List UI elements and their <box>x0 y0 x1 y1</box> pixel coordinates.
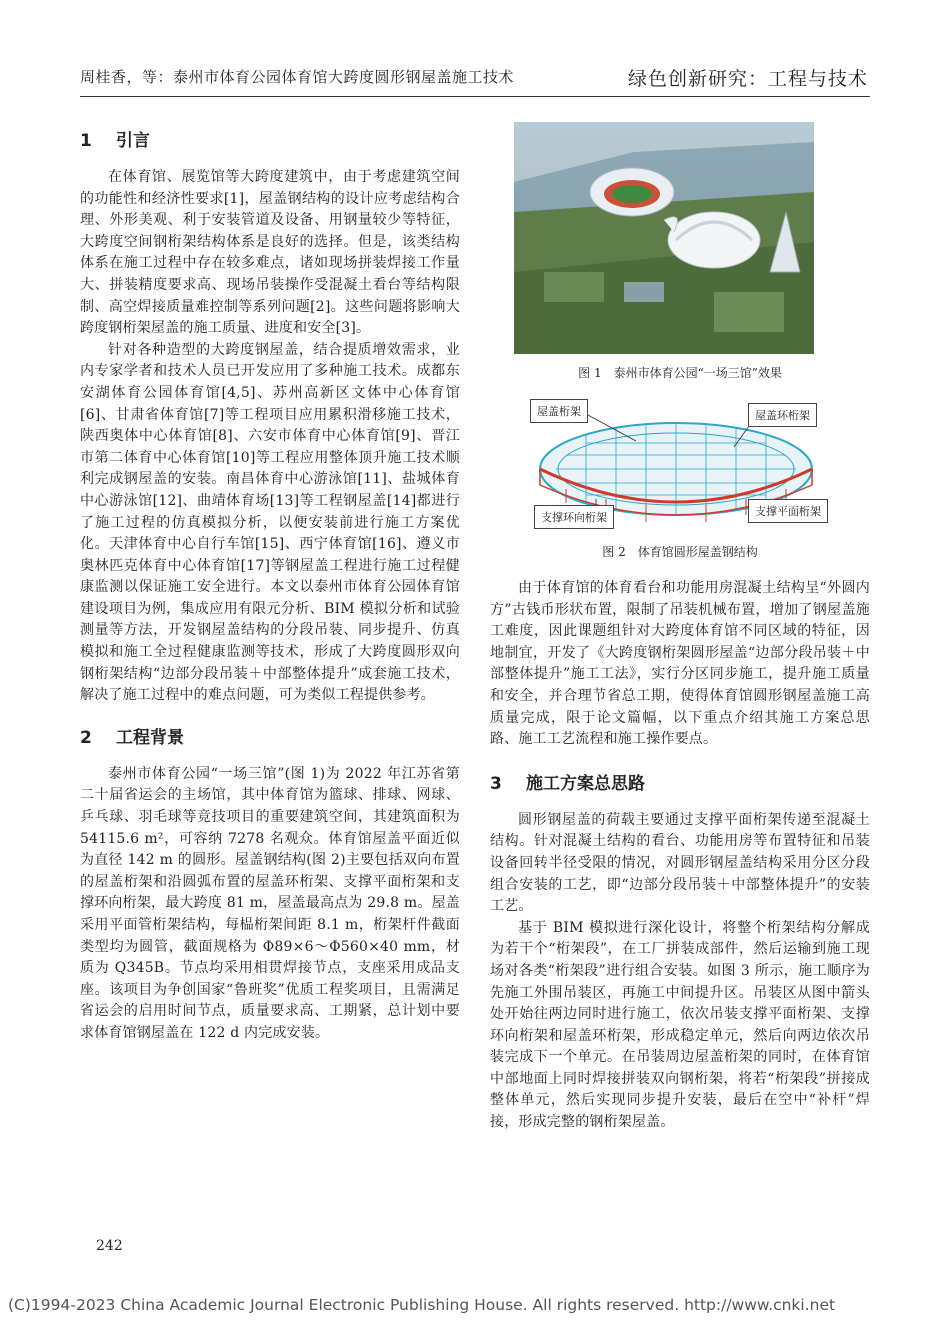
stadium-rendering-image <box>514 122 814 354</box>
header-rule <box>80 96 870 97</box>
label-support-ring-truss: 支撑环向桁架 <box>534 505 614 529</box>
paragraph: 泰州市体育公园“一场三馆”(图 1)为 2022 年江苏省第二十届省运会的主场馆，其中体育馆为篮球、排球、网球、乒乓球、羽毛球等竞技项目的重要建筑空间，其建筑面积为 54115.6 m²，可容纳 7278 名观众。体育馆屋盖平面近似为直径 142 m 的圆形。屋盖钢结构(图 2)主要包括双向布置的屋盖桁架和沿圆弧布置的屋盖环桁架、支撑平面桁架和支撑环向桁架，最大跨度 81 m，屋盖最高点为 29.8 m。屋盖采用平面管桁架结构，每榀桁架间距 8.1 m，桁架杆件截面类型均为圆管，截面规格为 Φ89×6～Φ560×40 mm，材质为 Q345B。节点均采用相贯焊接节点，支座采用成品支座。该项目为争创国家“鲁班奖”优质工程奖项目，且需满足省运会的启用时间节点，质量要求高、工期紧，总计划中要求体育馆钢屋盖在 122 d 内完成安装。 <box>80 765 460 1041</box>
figure-2-caption: 图 2 体育馆圆形屋盖钢结构 <box>602 545 758 559</box>
label-roof-ring-truss: 屋盖环桁架 <box>748 403 817 427</box>
paragraph: 由于体育馆的体育看台和功能用房混凝土结构呈“外圆内方”古钱币形状布置，限制了吊装机械布置，增加了钢屋盖施工难度，因此课题组针对大跨度体育馆不同区域的特征，因地制宜，开发了《大跨度钢桁架圆形屋盖“边部分段吊装＋中部整体提升”施工工法》，实行分区同步施工，提升施工质量和安全，并合理节省总工期，使得体育馆圆形钢屋盖施工高质量完成，限于论文篇幅，以下重点介绍其施工方案总思路、施工工艺流程和施工操作要点。 <box>490 580 870 748</box>
figure-1-rendering <box>514 122 814 354</box>
label-support-plane-truss: 支撑平面桁架 <box>748 499 828 523</box>
label-roof-truss: 屋盖桁架 <box>530 399 588 423</box>
right-column <box>490 118 870 1134</box>
section-heading-3: 3 施工方案总思路 <box>490 773 645 794</box>
figure-2-steel-structure <box>526 395 826 533</box>
paragraph: 圆形钢屋盖的荷载主要通过支撑平面桁架传递至混凝土结构。针对混凝土结构的看台、功能用房等布置特征和吊装设备回转半径受限的情况，对圆形钢屋盖结构采用分区分段组合安装的工艺，即“边部分段吊装＋中部整体提升”的安装工艺。 <box>490 811 870 915</box>
page-number: 242 <box>96 1238 123 1254</box>
copyright-footer: (C)1994-2023 China Academic Journal Electronic Publishing House. All rights reserved. http://www.cnki.net <box>8 1296 836 1314</box>
paragraph: 基于 BIM 模拟进行深化设计，将整个桁架结构分解成为若干个“桁架段”，在工厂拼装成部件，然后运输到施工现场对各类“桁架段”进行组合安装。如图 3 所示，施工顺序为先施工外围吊装区，再施工中间提升区。吊装区从图中箭头处开始往两边同时进行施工，依次吊装支撑平面桁架、支撑环向桁架和屋盖环桁架，形成稳定单元，然后向两边依次吊装完成下一个单元。在吊装周边屋盖桁架的同时，在体育馆中部地面上同时焊接拼装双向钢桁架，将若“桁架段”拼接成整体单元，然后实现同步提升安装，最后在空中“补杆”焊接，形成完整的钢桁架屋盖。 <box>490 919 870 1131</box>
figure-1-caption: 图 1 泰州市体育公园“一场三馆”效果 <box>578 366 782 380</box>
running-header-left: 周桂香，等：泰州市体育公园体育馆大跨度圆形钢屋盖施工技术 <box>80 68 515 86</box>
paragraph: 针对各种造型的大跨度钢屋盖，结合提质增效需求，业内专家学者和技术人员已开发应用了多种施工技术。成都东安湖体育公园体育馆[4,5]、苏州高新区文体中心体育馆[6]、甘肃省体育馆[7]等工程项目应用累积滑移施工技术，陕西奥体中心体育馆[8]、六安市体育中心体育馆[9]、晋江市第二体育中心体育馆[10]等工程应用整体顶升施工技术顺利完成钢屋盖的安装。南昌体育中心游泳馆[11]、盐城体育中心游泳馆[12]、曲靖体育场[13]等工程钢屋盖[14]都进行了施工过程的仿真模拟分析，以便安装前进行施工方案优化。天津体育中心自行车馆[15]、西宁体育馆[16]、遵义市奥林匹克体育中心体育馆[17]等钢屋盖工程进行施工过程健康监测以保证施工安全进行。本文以泰州市体育公园体育馆建设项目为例，集成应用有限元分析、BIM 模拟分析和试验测量等方法，开发钢屋盖结构的分段吊装、同步提升、仿真模拟和施工全过程健康监测等技术，形成了大跨度圆形双向钢桁架结构“边部分段吊装＋中部整体提升”成套施工技术，解决了施工过程中的难点问题，可为类似工程提供参考。 <box>80 341 460 704</box>
paragraph: 在体育馆、展览馆等大跨度建筑中，由于考虑建筑空间的功能性和经济性要求[1]，屋盖钢结构的设计应考虑结构合理、外形美观、利于安装管道及设备、用钢量较少等特征，大跨度空间钢桁架结构体系是良好的选择。但是，该类结构体系在施工过程中存在较多难点，诸如现场拼装焊接工作量大、拼装精度要求高、现场吊装操作受混凝土看台等结构限制、高空焊接质量难控制等系列问题[2]。这些问题将影响大跨度钢桁架屋盖的施工质量、进度和安全[3]。 <box>80 169 460 337</box>
left-column <box>80 118 460 1045</box>
journal-name: 绿色创新研究：工程与技术 <box>627 68 868 90</box>
section-heading-1: 1 引言 <box>80 131 150 151</box>
section-heading-2: 2 工程背景 <box>80 727 184 748</box>
